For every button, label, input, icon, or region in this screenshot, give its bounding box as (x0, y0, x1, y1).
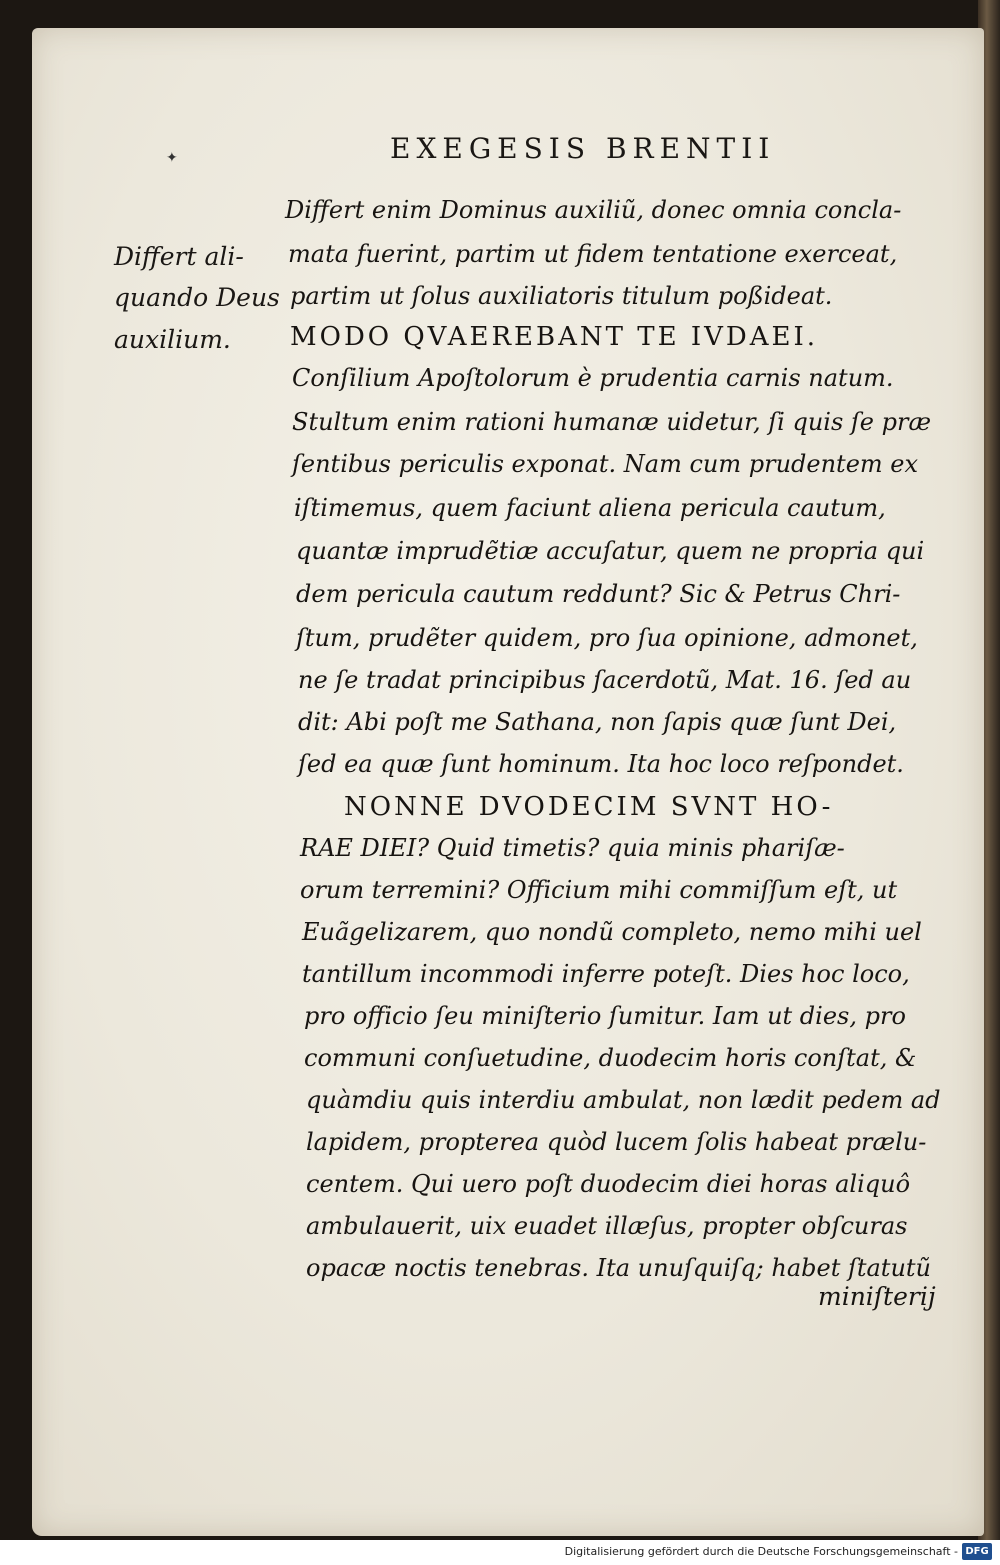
text-line-6: Stultum enim rationi humanæ uidetur, ſi quis ſe præ (292, 408, 931, 436)
side-note-line-2: quando Deus (114, 283, 280, 312)
text-line-9: quantæ imprudẽtiæ accuſatur, quem ne propria qui (296, 537, 925, 565)
catchword: miniſterij (818, 1282, 936, 1311)
text-line-5: Conſilium Apoſtolorum è prudentia carnis natum. (292, 364, 894, 392)
text-line-19: tantillum incommodi inferre poteſt. Dies hoc loco, (302, 960, 910, 988)
text-line-15-lemma: NONNE DVODECIM SVNT HO- (344, 792, 834, 822)
text-line-10: dem pericula cautum reddunt? Sic & Petrus Chri- (296, 580, 901, 608)
text-line-13: dit: Abi poſt me Sathana, non ſapis quæ ſunt Dei, (298, 708, 897, 736)
text-line-3: partim ut ſolus auxiliatoris titulum poßideat. (290, 282, 833, 310)
text-line-26: opacæ noctis tenebras. Ita unuſquiſq; habet ſtatutũ (306, 1254, 932, 1282)
text-line-16: RAE DIEI? Quid timetis? quia minis phariſæ- (300, 834, 845, 862)
text-line-11: ſtum, prudẽter quidem, pro ſua opinione, admonet, (296, 624, 918, 652)
text-line-22: quàmdiu quis interdiu ambulat, non lædit pedem ad (306, 1086, 941, 1114)
text-line-21: communi conſuetudine, duodecim horis conſtat, & (304, 1044, 917, 1072)
text-line-7: ſentibus periculis exponat. Nam cum prudentem ex (292, 450, 919, 478)
ornament-mark: ✦ (166, 150, 178, 166)
text-line-8: iſtimemus, quem faciunt aliena pericula cautum, (294, 494, 886, 522)
text-line-23: lapidem, propterea quòd lucem ſolis habeat prælu- (306, 1128, 927, 1156)
text-line-12: ne ſe tradat principibus ſacerdotũ, Mat. 16. ſed au (298, 666, 912, 694)
dfg-logo: DFG (962, 1543, 992, 1560)
text-line-4-lemma: MODO QVAEREBANT TE IVDAEI. (290, 322, 819, 352)
text-line-20: pro officio ſeu miniſterio ſumitur. Iam ut dies, pro (304, 1002, 906, 1030)
text-line-2: mata fuerint, partim ut fidem tentatione exerceat, (288, 240, 898, 268)
text-line-25: ambulauerit, uix euadet illæſus, propter obſcuras (306, 1212, 908, 1240)
running-head: EXEGESIS BRENTII (390, 132, 776, 165)
text-line-1: Differt enim Dominus auxiliũ, donec omnia concla- (285, 196, 902, 224)
text-line-14: ſed ea quæ ſunt hominum. Ita hoc loco reſpondet. (298, 750, 904, 778)
text-line-17: orum terremini? Officium mihi commiſſum eſt, ut (300, 876, 898, 904)
side-note-line-3: auxilium. (114, 325, 231, 354)
funding-credit: Digitalisierung gefördert durch die Deutsche Forschungsgemeinschaft - (564, 1545, 958, 1558)
text-line-24: centem. Qui uero poſt duodecim diei horas aliquô (306, 1170, 911, 1198)
side-note-line-1: Differt ali- (114, 242, 244, 271)
text-line-18: Euãgelizarem, quo nondũ completo, nemo mihi uel (302, 918, 922, 946)
